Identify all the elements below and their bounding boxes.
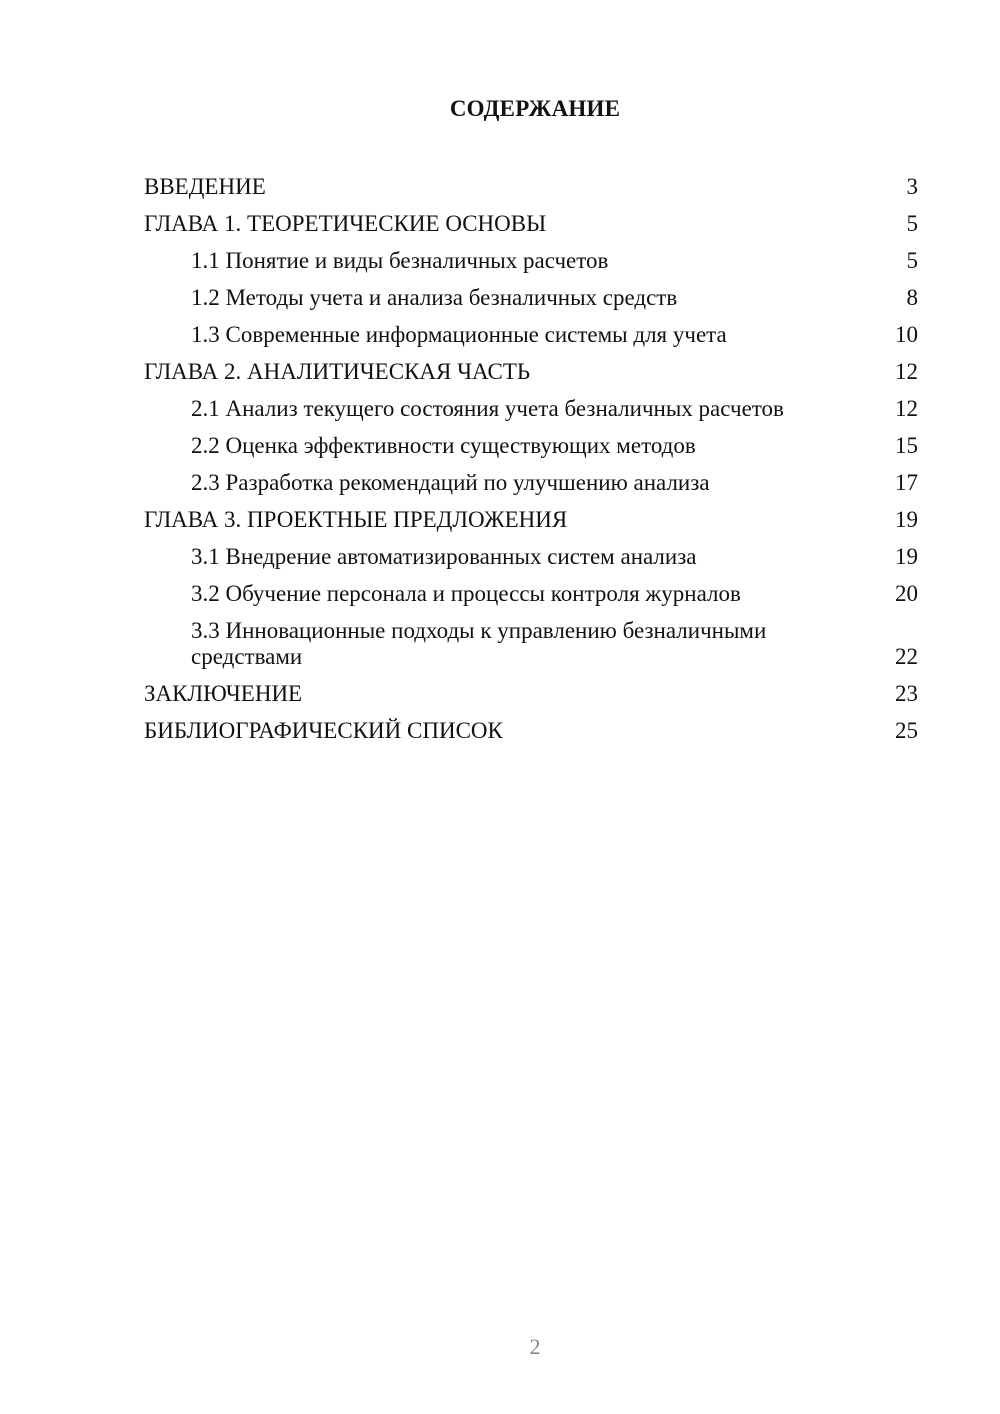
toc-entry-page: 17 xyxy=(895,469,918,495)
toc-entry-text: ВВЕДЕНИЕ xyxy=(144,173,266,199)
toc-entry-section-1-2[interactable] xyxy=(144,279,918,316)
toc-entry-conclusion[interactable] xyxy=(144,675,918,712)
toc-entry-page: 20 xyxy=(895,580,918,606)
toc-entry-chapter-1[interactable] xyxy=(144,205,918,242)
toc-entry-chapter-2[interactable] xyxy=(144,353,918,390)
toc-entry-text: 1.3 Современные информационные системы для учета xyxy=(191,321,727,347)
table-of-contents xyxy=(144,168,918,749)
page-title: СОДЕРЖАНИЕ xyxy=(449,96,621,121)
toc-entry-page: 19 xyxy=(895,543,918,569)
toc-entry-page: 23 xyxy=(895,680,918,706)
toc-entry-text: 2.2 Оценка эффективности существующих методов xyxy=(191,432,696,458)
toc-entry-page: 12 xyxy=(895,395,918,421)
toc-entry-text: ГЛАВА 3. ПРОЕКТНЫЕ ПРЕДЛОЖЕНИЯ xyxy=(144,506,568,532)
toc-entry-section-2-3[interactable] xyxy=(144,464,918,501)
toc-entry-page: 5 xyxy=(906,247,918,273)
toc-entry-text: 2.3 Разработка рекомендаций по улучшению анализа xyxy=(191,469,710,495)
toc-entry-page: 22 xyxy=(895,643,918,669)
toc-entry-text: ГЛАВА 2. АНАЛИТИЧЕСКАЯ ЧАСТЬ xyxy=(144,358,531,384)
toc-entry-section-2-1[interactable] xyxy=(144,390,918,427)
toc-entry-section-1-3[interactable] xyxy=(144,316,918,353)
toc-entry-bibliography[interactable] xyxy=(144,712,918,749)
toc-entry-text: БИБЛИОГРАФИЧЕСКИЙ СПИСОК xyxy=(144,717,503,743)
toc-entry-text: ГЛАВА 1. ТЕОРЕТИЧЕСКИЕ ОСНОВЫ xyxy=(144,210,547,236)
toc-entry-page: 15 xyxy=(895,432,918,458)
page-number: 2 xyxy=(529,1334,541,1359)
toc-entry-page: 5 xyxy=(906,210,918,236)
toc-entry-page: 10 xyxy=(895,321,918,347)
toc-entry-section-2-2[interactable] xyxy=(144,427,918,464)
toc-entry-text: 3.2 Обучение персонала и процессы контроля журналов xyxy=(191,580,741,606)
toc-entry-section-3-2[interactable] xyxy=(144,575,918,612)
toc-entry-text: 3.1 Внедрение автоматизированных систем анализа xyxy=(191,543,697,569)
toc-entry-page: 3 xyxy=(906,173,918,199)
toc-entry-text: 2.1 Анализ текущего состояния учета безналичных расчетов xyxy=(191,395,784,421)
toc-entry-text: ЗАКЛЮЧЕНИЕ xyxy=(144,680,303,706)
toc-entry-text: 1.1 Понятие и виды безналичных расчетов xyxy=(191,247,609,273)
toc-entry-page: 8 xyxy=(906,284,918,310)
toc-entry-section-1-1[interactable] xyxy=(144,242,918,279)
toc-entry-section-3-3[interactable] xyxy=(144,612,918,675)
toc-entry-page: 19 xyxy=(895,506,918,532)
toc-entry-page: 25 xyxy=(895,717,918,743)
toc-entry-section-3-1[interactable] xyxy=(144,538,918,575)
toc-entry-page: 12 xyxy=(895,358,918,384)
toc-entry-text: 3.3 Инновационные подходы к управлению безналичными средствами xyxy=(191,617,767,669)
toc-entry-chapter-3[interactable] xyxy=(144,501,918,538)
toc-entry-introduction[interactable] xyxy=(144,168,918,205)
toc-entry-text: 1.2 Методы учета и анализа безналичных средств xyxy=(191,284,678,310)
